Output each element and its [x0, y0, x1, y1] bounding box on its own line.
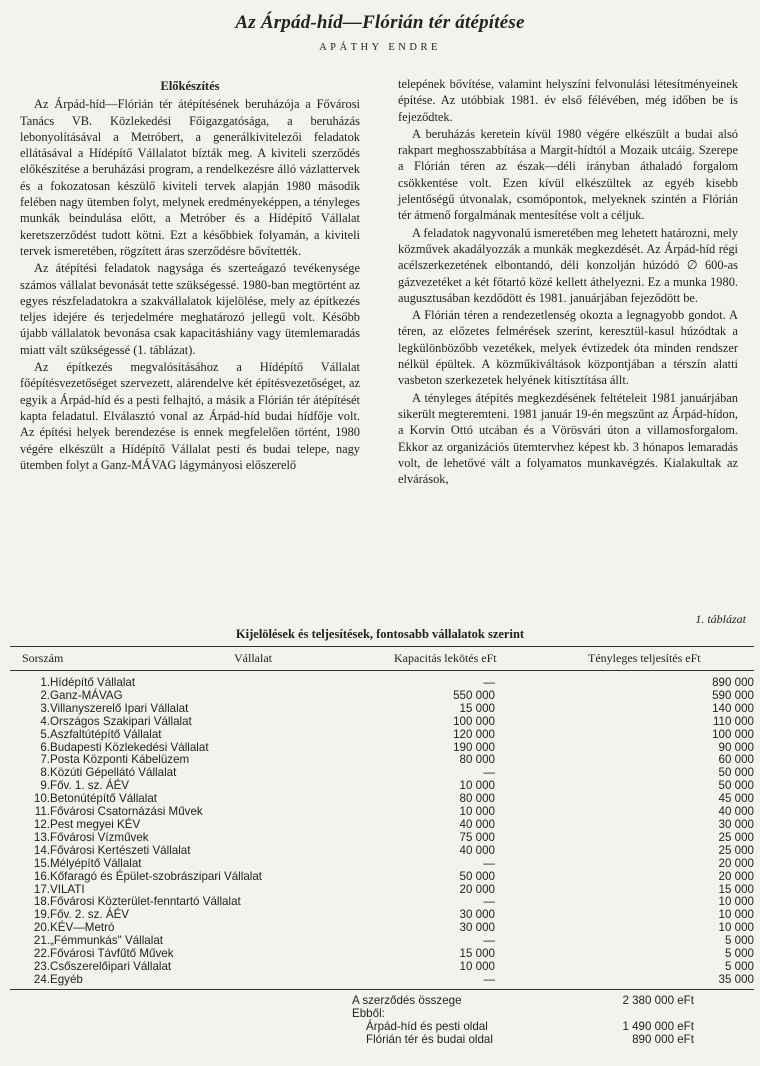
- table-summary: [0, 995, 760, 1047]
- performance-value: 25 000: [718, 830, 754, 844]
- performance-value: 890 000: [712, 676, 754, 689]
- table-row: [10, 871, 754, 884]
- row-number: 4.: [40, 714, 50, 728]
- performance-value: 40 000: [718, 805, 754, 819]
- company-name: VILATI: [50, 882, 85, 896]
- company-name: Országos Szakipari Vállalat: [50, 714, 192, 728]
- performance-value: 20 000: [718, 869, 754, 883]
- performance-value: 590 000: [712, 688, 754, 702]
- capacity-value: 80 000: [459, 792, 495, 806]
- company-name: Mélyépítő Vállalat: [50, 856, 142, 870]
- section-heading: Előkészítés: [160, 79, 220, 93]
- row-number: 12.: [33, 817, 50, 831]
- capacity-value: 40 000: [459, 843, 495, 857]
- company-name: Főv. 1. sz. ÁÉV: [50, 779, 130, 793]
- capacity-value: —: [483, 972, 495, 986]
- row-number: 11.: [34, 805, 50, 819]
- table-label: 1. táblázat: [695, 612, 746, 626]
- company-name: Fővárosi Közterület-fenntartó Vállalat: [50, 895, 241, 909]
- company-name: Fővárosi Csatornázási Művek: [50, 805, 203, 819]
- header-teljesites: Tényleges teljesítés eFt: [588, 651, 701, 665]
- row-number: 24.: [33, 972, 50, 986]
- table-row: [10, 819, 754, 832]
- capacity-value: 10 000: [459, 805, 495, 819]
- company-name: Villanyszerelő Ipari Vállalat: [50, 701, 189, 715]
- capacity-value: 15 000: [459, 947, 495, 961]
- table-header-rule: [10, 670, 754, 671]
- header-sorszam: Sorszám: [22, 651, 64, 665]
- company-name: Kőfaragó és Épület-szobrászipari Vállalat: [50, 869, 263, 883]
- row-number: 16.: [33, 869, 50, 883]
- row-number: 5.: [40, 727, 50, 741]
- company-name: Aszfaltútépítő Vállalat: [50, 727, 162, 741]
- company-name: Fővárosi Kertészeti Vállalat: [50, 843, 191, 857]
- table-row: [10, 961, 754, 974]
- table-bottom-rule: [10, 989, 754, 990]
- capacity-value: —: [483, 766, 495, 780]
- capacity-value: 80 000: [459, 753, 495, 767]
- company-name: Hídépítő Vállalat: [50, 676, 136, 689]
- table-row: [10, 703, 754, 716]
- pest-side-value: 1 490 000 eFt: [622, 1019, 694, 1033]
- performance-value: 30 000: [718, 817, 754, 831]
- row-number: 9.: [40, 779, 50, 793]
- total-label: A szerződés összege: [352, 994, 462, 1007]
- table-row: [10, 690, 754, 703]
- company-name: Posta Központi Kábelüzem: [50, 753, 190, 767]
- article-title: Az Árpád-híd—Flórián tér átépítése: [235, 12, 525, 33]
- capacity-value: 40 000: [459, 817, 495, 831]
- capacity-value: 30 000: [459, 908, 495, 922]
- capacity-value: 190 000: [453, 740, 495, 754]
- paragraph: A Flórián téren a rendezetlenség okozta a legnagyobb gondot. A téren, az előzetes felmérések szerint, keresztül-kasul húzódtak a legkülönbözőbb vezetékek, melyek évtizedek óta minden rendszer nélkül épültek. A közműkiváltások központjában a térszín alatti vasbeton szerkezetek helyének kitisztítása állt.: [398, 308, 738, 388]
- capacity-value: 75 000: [459, 830, 495, 844]
- row-number: 10.: [33, 792, 50, 806]
- performance-value: 140 000: [712, 701, 754, 715]
- capacity-value: 550 000: [453, 688, 495, 702]
- pest-side-label: Árpád-híd és pesti oldal: [366, 1019, 488, 1033]
- paragraph: Az Árpád-híd—Flórián tér átépítésének beruházója a Fővárosi Tanács VB. Közlekedési Főigazgatósága, a beruházás lebonyolításával a Metróbert, a generálkivitelezői feladatok ellátásával a Hídépítő Vállalatot bízták meg. A kiviteli szerződés előkészítése a beruházási program, a rendelkezésre álló vázlattervek és a fokozatosan készülő kiviteli tervek alapján 1980 második felében nagy ütemben folyt, melynek eredményeképpen, a tényleges munkák beindulása előtt, a Metróber és a Hídépítő Vállalat keretszerződést tudott kötni. Ezt a későbbiek folyamán, a kiviteli tervek ismeretében, rögzített áras szerződésre bővítették.: [20, 97, 360, 258]
- capacity-value: 15 000: [459, 701, 495, 715]
- capacity-value: 30 000: [459, 921, 495, 935]
- performance-value: 50 000: [718, 779, 754, 793]
- header-vallalat: Vállalat: [234, 651, 272, 665]
- article-author: APÁTHY ENDRE: [319, 42, 441, 53]
- performance-value: 50 000: [718, 766, 754, 780]
- row-number: 7.: [40, 753, 50, 767]
- paragraph: Az átépítési feladatok nagysága és szerteágazó tevékenysége számos vállalat bevonását tette szükségessé. 1980-ban megtörtént az egyes részfeladatokra a szakvállalatok kijelölése, mely az építkezés teljes idejére és terjedelmére meghatározó jellegű volt. Később újabb vállalatok bevonása csak kapacitáshiány vagy ütemlemaradás miatt vált szükségessé (1. táblázat).: [20, 261, 360, 357]
- performance-value: 15 000: [718, 882, 754, 896]
- left-column: [20, 78, 360, 473]
- row-number: 8.: [40, 766, 50, 780]
- performance-value: 10 000: [718, 908, 754, 922]
- row-number: 15.: [33, 856, 50, 870]
- table-row: [10, 677, 754, 690]
- capacity-value: 50 000: [459, 869, 495, 883]
- performance-value: 5 000: [724, 934, 754, 948]
- company-name: Budapesti Közlekedési Vállalat: [50, 740, 209, 754]
- performance-value: 5 000: [724, 947, 754, 961]
- table-row: [10, 729, 754, 742]
- table-title: Kijelölések és teljesítések, fontosabb vállalatok szerint: [235, 627, 525, 641]
- performance-value: 90 000: [718, 740, 754, 754]
- row-number: 19.: [33, 908, 50, 922]
- table-top-rule: [10, 646, 754, 647]
- company-name: Egyéb: [50, 972, 83, 986]
- companies-table: [10, 677, 754, 987]
- company-name: KÉV—Metró: [50, 921, 115, 935]
- paragraph: A tényleges átépítés megkezdésének feltételeit 1981 januárjában sikerült megteremteni. 1981 január 19-én megszűnt az Árpád-hídon, a Korvin Ottó utcában és a Vörösvári úton a villamosforgalom. Ekkor az organizációs ütemtervhez képest kb. 3 hónapos lemaradás volt, de lehetővé vált a folyamatos munkavégzés. Kialakultak az elvárások,: [398, 390, 738, 487]
- row-number: 6.: [40, 740, 50, 754]
- row-number: 17.: [33, 882, 50, 896]
- company-name: „Fémmunkás" Vállalat: [50, 934, 164, 948]
- performance-value: 45 000: [718, 792, 754, 806]
- performance-value: 25 000: [718, 843, 754, 857]
- of-which-label: Ebből:: [352, 1006, 385, 1020]
- company-name: Fővárosi Vízművek: [50, 830, 149, 844]
- performance-value: 60 000: [718, 753, 754, 767]
- capacity-value: 20 000: [459, 882, 495, 896]
- performance-value: 110 000: [712, 714, 754, 728]
- company-name: Pest megyei KÉV: [50, 817, 141, 831]
- capacity-value: 10 000: [459, 959, 495, 973]
- table-row: [10, 845, 754, 858]
- performance-value: 5 000: [724, 959, 754, 973]
- company-name: Betonútépítő Vállalat: [50, 792, 157, 806]
- capacity-value: —: [483, 676, 495, 689]
- right-column: [398, 76, 738, 487]
- capacity-value: 10 000: [459, 779, 495, 793]
- performance-value: 100 000: [712, 727, 754, 741]
- table-row: [10, 974, 754, 987]
- row-number: 13.: [33, 830, 50, 844]
- capacity-value: —: [483, 856, 495, 870]
- row-number: 21.: [33, 934, 50, 948]
- total-value: 2 380 000 eFt: [622, 994, 694, 1007]
- header-kapacitas: Kapacitás lekötés eFt: [394, 651, 497, 665]
- company-name: Ganz-MÁVAG: [50, 688, 123, 702]
- company-name: Főv. 2. sz. ÁÉV: [50, 908, 130, 922]
- row-number: 18.: [33, 895, 50, 909]
- row-number: 23.: [33, 959, 50, 973]
- performance-value: 10 000: [718, 895, 754, 909]
- buda-side-label: Flórián tér és budai oldal: [366, 1032, 493, 1046]
- company-name: Közúti Gépellátó Vállalat: [50, 766, 177, 780]
- row-number: 3.: [40, 701, 50, 715]
- capacity-value: —: [483, 934, 495, 948]
- row-number: 1.: [40, 676, 50, 689]
- capacity-value: —: [483, 895, 495, 909]
- company-name: Fővárosi Távfűtő Művek: [50, 947, 174, 961]
- performance-value: 20 000: [718, 856, 754, 870]
- row-number: 14.: [33, 843, 50, 857]
- table-row: [10, 832, 754, 845]
- capacity-value: 100 000: [453, 714, 495, 728]
- paragraph: telepének bővítése, valamint helyszíni felvonulási létesítményeinek építése. Az utóbbiak 1981. év első félévében, még időben be is fejeződtek.: [398, 77, 738, 124]
- performance-value: 10 000: [718, 921, 754, 935]
- table-row: [10, 909, 754, 922]
- row-number: 20.: [33, 921, 50, 935]
- company-name: Csőszerelőipari Vállalat: [50, 959, 172, 973]
- capacity-value: 120 000: [453, 727, 495, 741]
- paragraph: A beruházás keretein kívül 1980 végére elkészült a budai alsó rakpart meghosszabbítása a Margit-hídtól a Mozaik utcáig. Szerepe a Flórián téren az észak—déli irányban áthaladó forgalom csökkentése volt. Ezen kívül elkészültek az egyéb kisebb jelentőségű útvonalak, csomópontok, melyeknek szintén a Flórián tér átmenő forgalmának mentesítése volt a céljuk.: [398, 126, 738, 223]
- paragraph: Az építkezés megvalósításához a Hídépítő Vállalat főépítésvezetőséget szervezett, alárendelve két építésvezetőséget, az egyik a Árpád-híd és a pesti felhajtó, a másik a Flórián tér átépítését kapta feladatul. Elválasztó vonal az Árpád-híd budai hídfője volt. Az építési helyek berendezése is ennek megfelelően történt, 1980 végére elkészült a Hídépítő Vállalat pesti és budai telepe, nagy ütemben folyt a Ganz-MÁVAG lágymányosi előszerelő: [20, 360, 360, 472]
- performance-value: 35 000: [718, 972, 754, 986]
- table-row: [10, 716, 754, 729]
- row-number: 2.: [40, 688, 50, 702]
- table-row: [10, 858, 754, 871]
- row-number: 22.: [33, 947, 50, 961]
- buda-side-value: 890 000 eFt: [632, 1032, 694, 1046]
- paragraph: A feladatok nagyvonalú ismeretében meg lehetett határozni, mely közművek akadályozzák a munkák megkezdését. Az Árpád-híd régi acélszerkezetének elbontandó, déli konzolján húzódó ∅ 600-as gázvezetéket a két főtartó közé kellett áthelyezni. Ez a munka 1980. augusztusában kezdődött és 1981. januárjában fejeződött be.: [398, 225, 738, 305]
- table-row: [10, 948, 754, 961]
